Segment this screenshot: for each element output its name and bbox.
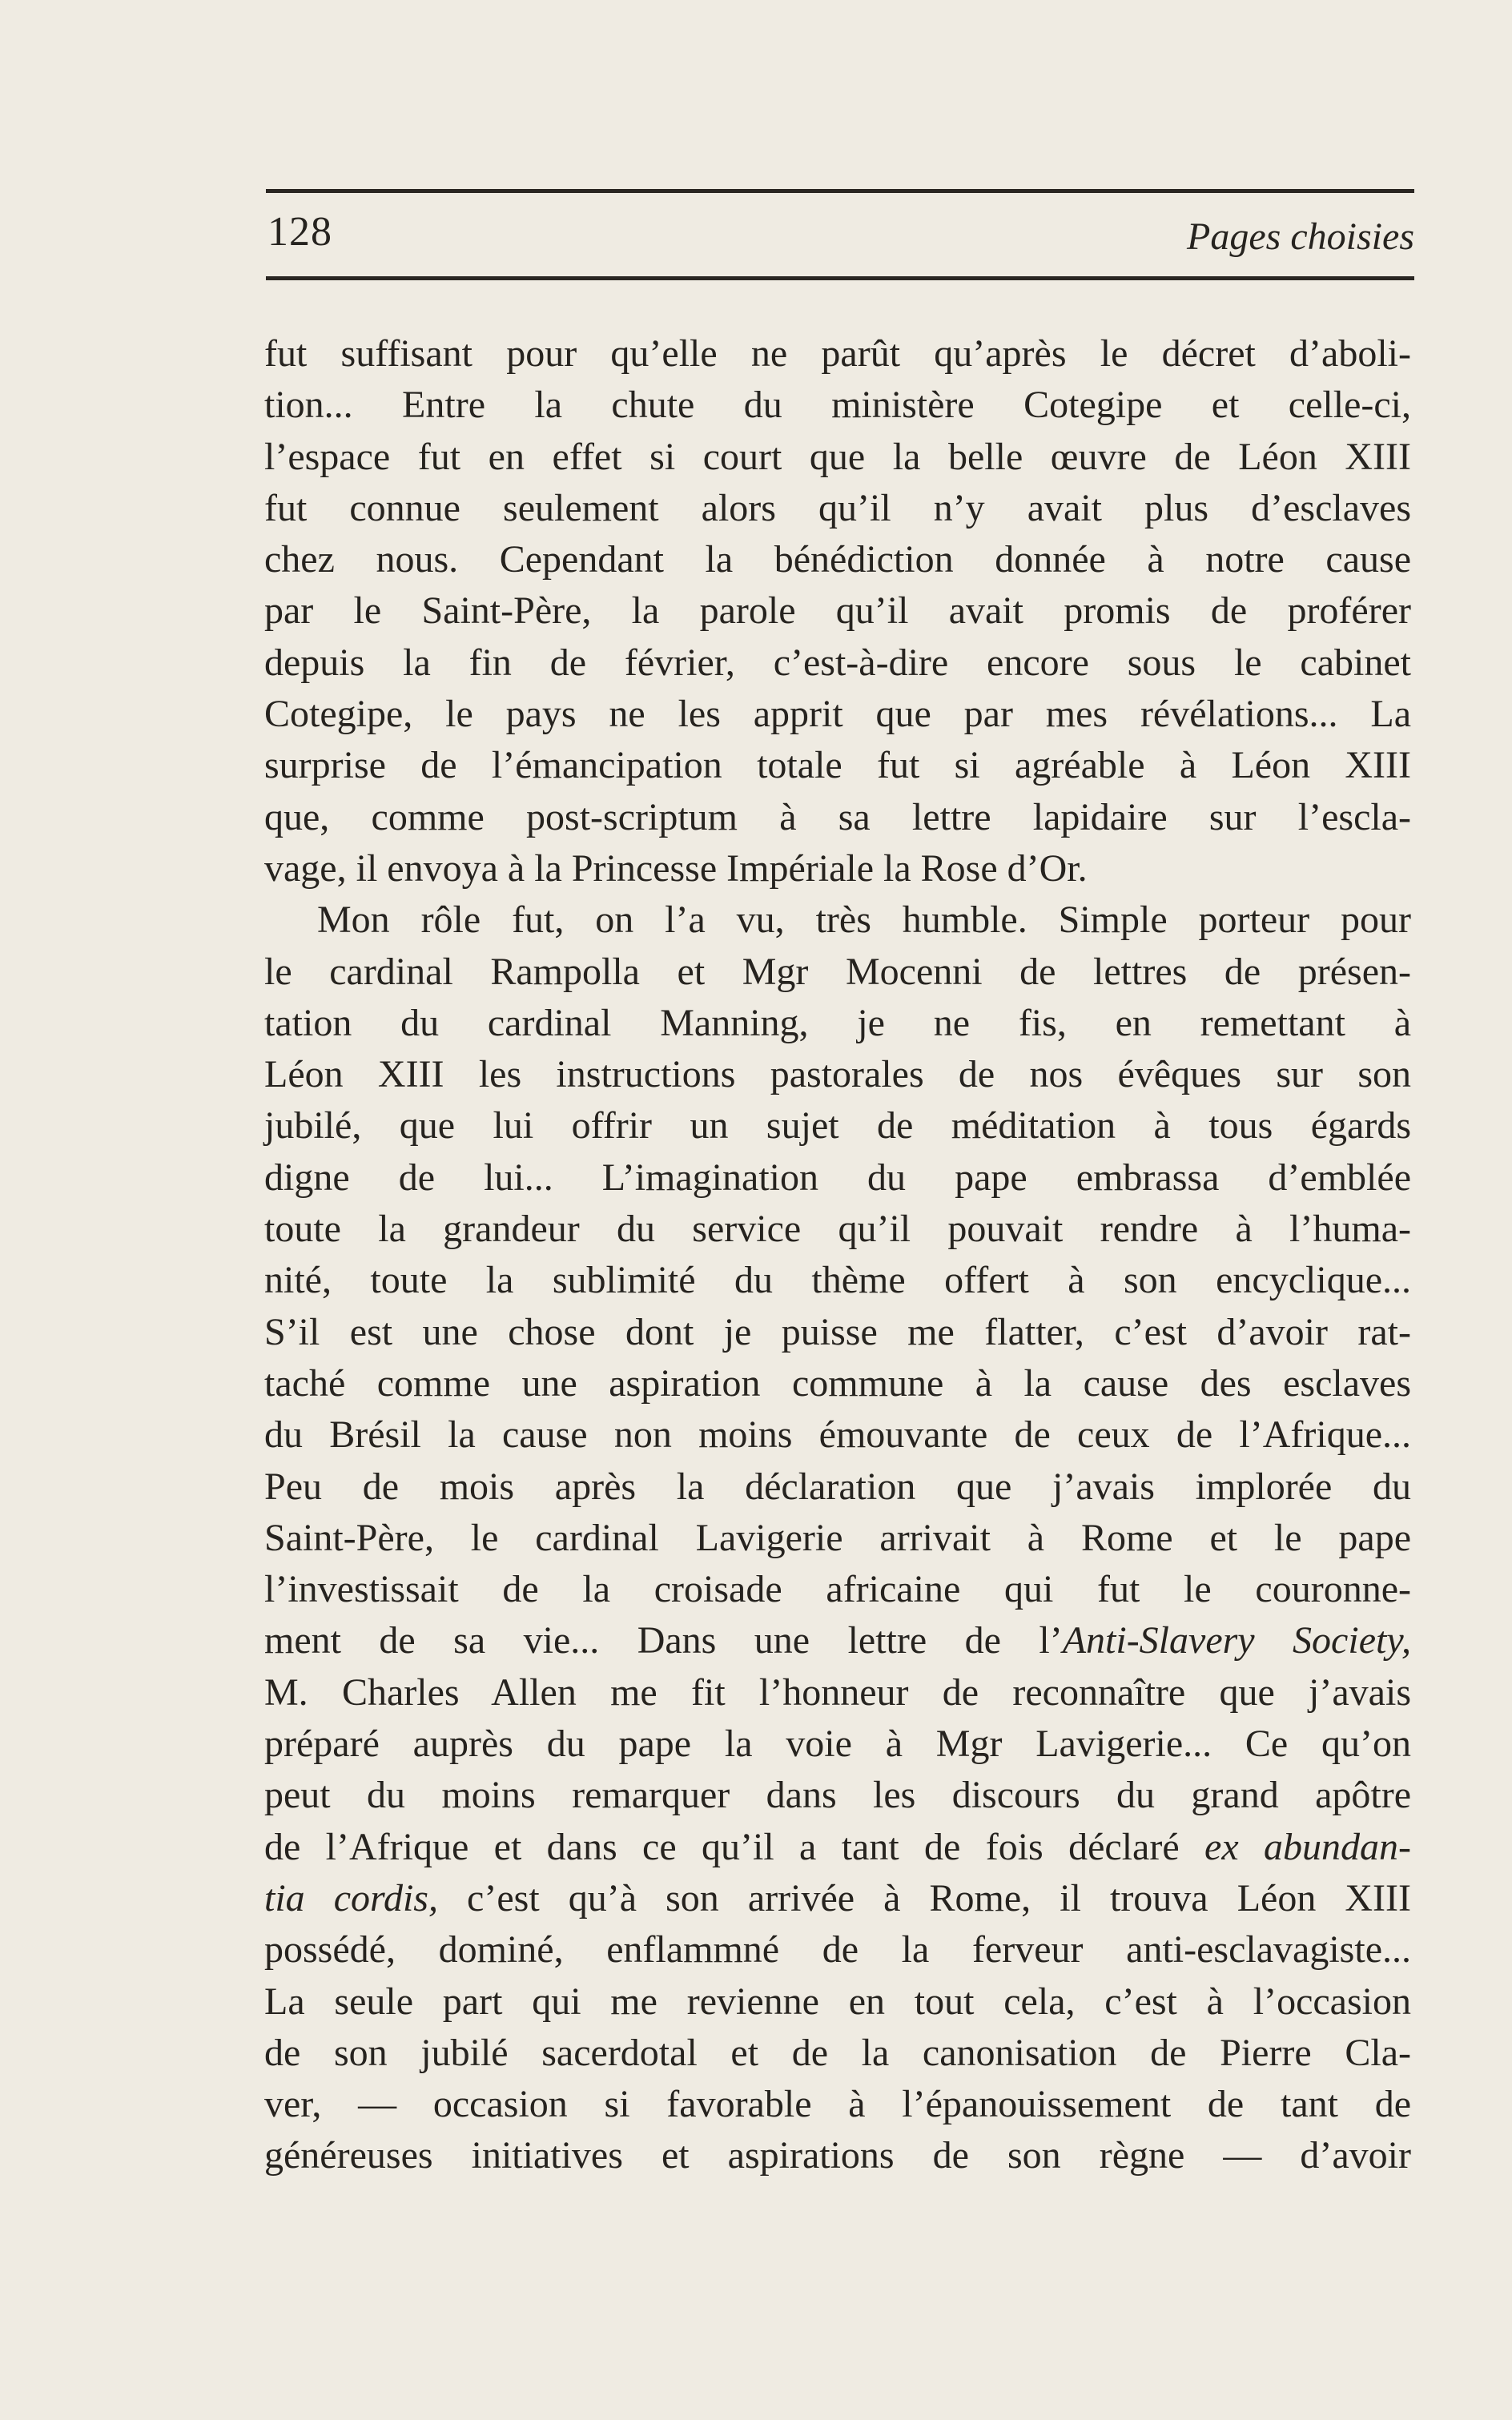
text-segment: par le Saint-Père, la parole qu’il avait promis de proférer	[264, 589, 1411, 633]
text-line	[264, 1924, 1411, 1976]
text-segment: toute la grandeur du service qu’il pouvait rendre à l’huma-	[264, 1208, 1411, 1251]
text-segment: digne de lui... L’imagination du pape embrassa d’emblée	[264, 1156, 1411, 1199]
text-line	[264, 998, 1411, 1049]
running-title: Pages choisies	[1187, 215, 1414, 258]
text-segment: du Brésil la cause non moins émouvante de ceux de l’Afrique...	[264, 1413, 1411, 1457]
text-line	[264, 432, 1411, 483]
text-segment: chez nous. Cependant la bénédiction donnée à notre cause	[264, 538, 1411, 581]
text-segment: La seule part qui me revienne en tout cela, c’est à l’occasion	[264, 1980, 1411, 2023]
italic-text: ex abundan-	[1204, 1825, 1411, 1868]
text-line	[264, 2079, 1411, 2130]
text-segment: taché comme une aspiration commune à la cause des esclaves	[264, 1361, 1411, 1405]
text-segment: Cotegipe, le pays ne les apprit que par mes révélations... La	[264, 693, 1411, 736]
text-segment: tation du cardinal Manning, je ne fis, en remettant à	[264, 1001, 1411, 1044]
text-line	[264, 792, 1411, 843]
text-line	[264, 1255, 1411, 1306]
text-segment: Mon rôle fut, on l’a vu, très humble. Simple porteur pour	[317, 898, 1411, 942]
page-number: 128	[267, 209, 332, 255]
text-line	[264, 1719, 1411, 1770]
italic-text: tia cordis,	[264, 1876, 438, 1920]
text-line	[264, 843, 1411, 894]
text-segment: M. Charles Allen me fit l’honneur de reconnaître que j’avais	[264, 1670, 1411, 1714]
text-segment: fut suffisant pour qu’elle ne parût qu’après le décret d’aboli-	[264, 332, 1411, 375]
text-segment: fut connue seulement alors qu’il n’y avait plus d’esclaves	[264, 486, 1411, 529]
text-segment: le cardinal Rampolla et Mgr Mocenni de lettres de présen-	[264, 950, 1411, 993]
text-segment: généreuses initiatives et aspirations de son règne — d’avoir	[264, 2134, 1411, 2177]
text-line	[264, 1358, 1411, 1409]
header-rule-bottom	[266, 276, 1414, 280]
text-line	[264, 947, 1411, 998]
text-line	[264, 483, 1411, 534]
text-segment: Léon XIII les instructions pastorales de nos évêques sur son	[264, 1053, 1411, 1096]
text-line	[264, 1564, 1411, 1615]
text-line	[264, 1822, 1411, 1873]
text-segment: jubilé, que lui offrir un sujet de méditation à tous égards	[264, 1104, 1411, 1148]
text-line	[264, 2130, 1411, 2181]
text-segment: Peu de mois après la déclaration que j’avais implorée du	[264, 1465, 1411, 1508]
body-text	[264, 328, 1411, 2182]
text-line	[264, 1152, 1411, 1204]
text-line	[264, 380, 1411, 431]
text-line	[264, 1049, 1411, 1100]
text-segment: depuis la fin de février, c’est-à-dire encore sous le cabinet	[264, 641, 1411, 684]
text-segment: S’il est une chose dont je puisse me flatter, c’est d’avoir rat-	[264, 1310, 1411, 1353]
text-line	[264, 2028, 1411, 2079]
text-line	[264, 1307, 1411, 1358]
text-line	[264, 1513, 1411, 1564]
text-line	[264, 637, 1411, 689]
text-segment: Saint-Père, le cardinal Lavigerie arrivait à Rome et le pape	[264, 1516, 1411, 1559]
text-line	[264, 585, 1411, 637]
text-line	[264, 1100, 1411, 1152]
text-segment: que, comme post-scriptum à sa lettre lapidaire sur l’escla-	[264, 795, 1411, 838]
text-segment: nité, toute la sublimité du thème offert à son encyclique...	[264, 1259, 1411, 1302]
text-line	[264, 1409, 1411, 1461]
text-line	[264, 689, 1411, 740]
text-segment: de son jubilé sacerdotal et de la canonisation de Pierre Cla-	[264, 2031, 1411, 2074]
text-line	[264, 1770, 1411, 1821]
text-line	[264, 328, 1411, 380]
text-segment: peut du moins remarquer dans les discours du grand apôtre	[264, 1774, 1411, 1817]
text-line	[264, 1976, 1411, 2028]
text-segment: vage, il envoya à la Princesse Impériale la Rose d’Or.	[264, 846, 1088, 890]
header-rule-top	[266, 189, 1414, 193]
text-segment: l’investissait de la croisade africaine qui fut le couronne-	[264, 1568, 1411, 1611]
text-segment: tion... Entre la chute du ministère Cotegipe et celle-ci,	[264, 384, 1411, 427]
text-segment: possédé, dominé, enflammné de la ferveur anti-esclavagiste...	[264, 1928, 1411, 1972]
text-segment: ment de sa vie... Dans une lettre de l’	[264, 1619, 1063, 1662]
text-segment: préparé auprès du pape la voie à Mgr Lavigerie... Ce qu’on	[264, 1723, 1411, 1766]
text-segment: c’est qu’à son arrivée à Rome, il trouva Léon XIII	[437, 1876, 1412, 1920]
text-segment: de l’Afrique et dans ce qu’il a tant de fois déclaré	[264, 1825, 1205, 1868]
text-line	[264, 740, 1411, 791]
text-line	[264, 1615, 1411, 1666]
italic-text: Anti-Slavery Society,	[1062, 1619, 1411, 1662]
text-line	[264, 1204, 1411, 1255]
text-line	[264, 1461, 1411, 1513]
text-segment: l’espace fut en effet si court que la belle œuvre de Léon XIII	[264, 435, 1411, 478]
text-line	[264, 1667, 1411, 1719]
text-line	[264, 894, 1411, 946]
text-line	[264, 534, 1411, 585]
text-line	[264, 1873, 1411, 1924]
text-segment: surprise de l’émancipation totale fut si agréable à Léon XIII	[264, 744, 1411, 787]
text-segment: ver, — occasion si favorable à l’épanouissement de tant de	[264, 2083, 1411, 2126]
